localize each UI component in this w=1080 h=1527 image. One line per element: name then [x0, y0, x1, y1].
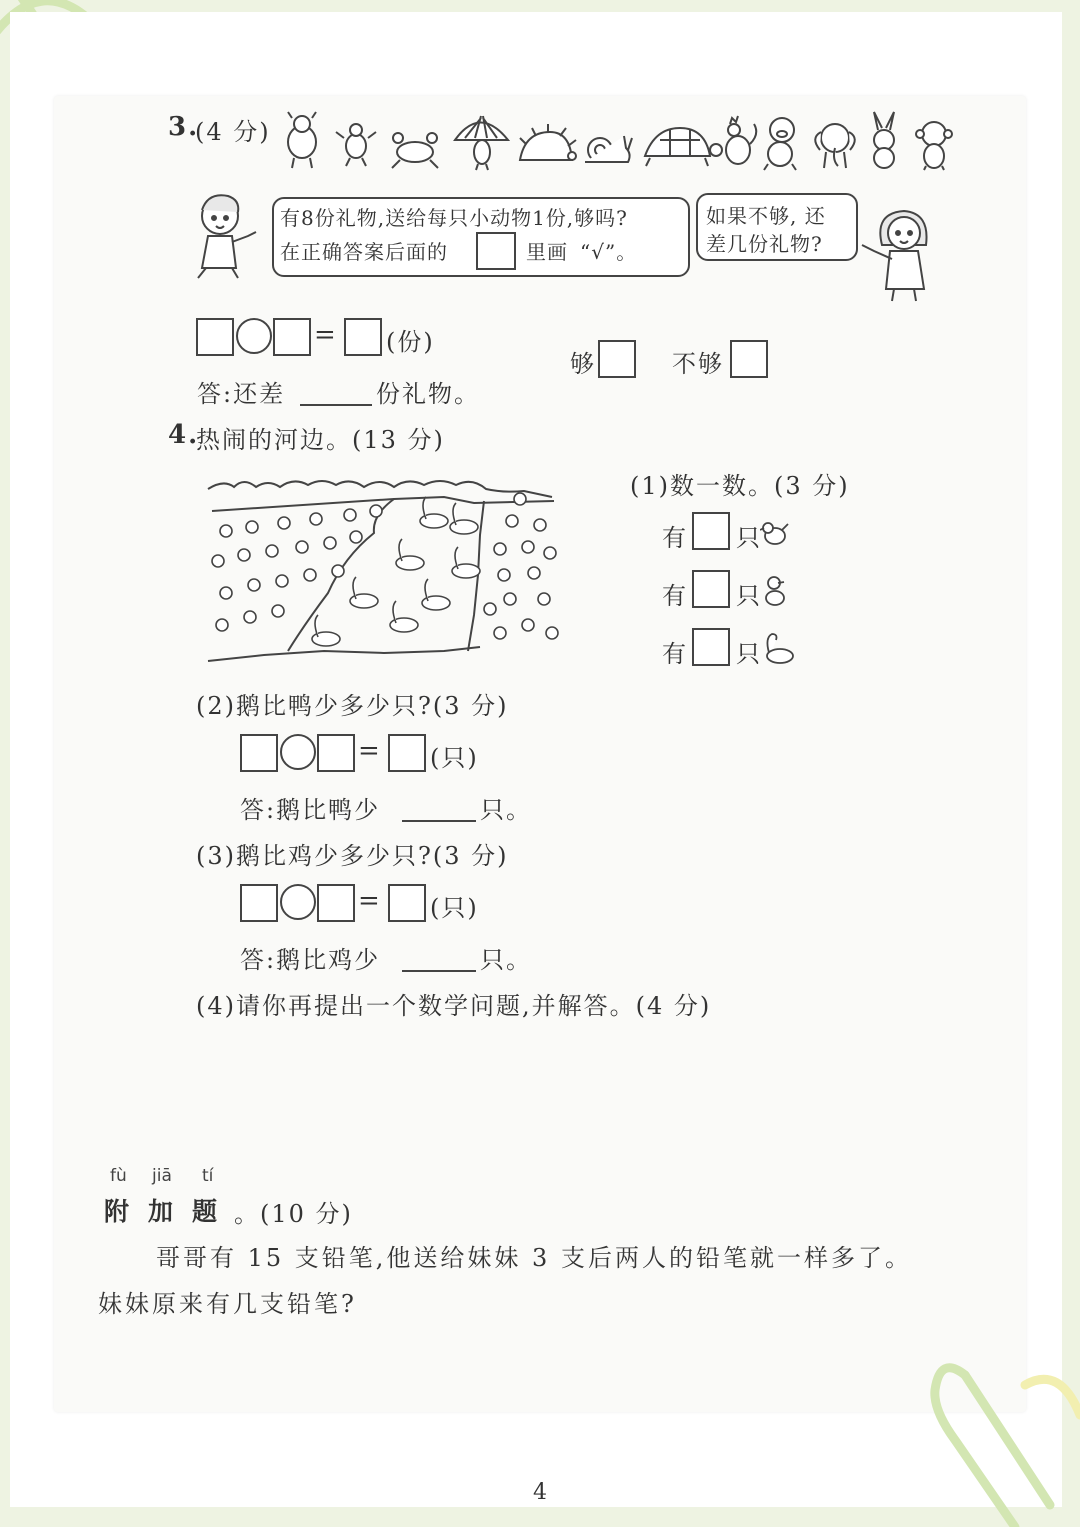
q3-not-enough-label: 不够: [672, 350, 724, 378]
q4-part3-operand1-box[interactable]: [240, 884, 278, 922]
bonus-title-char-3: 题: [192, 1197, 220, 1226]
q3-enough-label: 够: [570, 350, 596, 378]
snail-icon: [585, 136, 632, 162]
q3-equals-sign: =: [314, 320, 336, 350]
q4-part2-title: (2)鹅比鸭少多少只?(3 分): [196, 692, 509, 720]
checkmark-example-box: [476, 232, 516, 270]
q4-part2-answer-prefix: 答:鹅比鸭少: [240, 796, 381, 824]
q4-part3-answer-blank[interactable]: [402, 970, 476, 972]
q4-part2-unit: (只): [430, 744, 479, 772]
q4-part3-title: (3)鹅比鸡少多少只?(3 分): [196, 842, 509, 870]
riverside-scene-illustration: [204, 475, 564, 667]
duck-group: [212, 505, 382, 631]
q4-part2-answer-suffix: 只。: [480, 796, 532, 824]
q4-part3-result-box[interactable]: [388, 884, 426, 922]
bonus-title-char-2: 加: [148, 1197, 176, 1226]
q4-part1-row1-suffix: 只: [736, 524, 762, 552]
bonus-score: 。(10 分): [234, 1200, 353, 1228]
duck-icon: [760, 574, 790, 608]
boy-speech-line1: 有8份礼物,送给每只小动物1份,够吗?: [280, 206, 628, 230]
q4-part4-title: (4)请你再提出一个数学问题,并解答。(4 分): [196, 992, 712, 1020]
q3-enough-checkbox[interactable]: [598, 340, 636, 378]
bonus-pinyin-1: fù: [110, 1166, 127, 1186]
q3-answer-prefix: 答:还差: [197, 380, 286, 408]
monkey-icon: [916, 122, 952, 170]
q3-operand1-box[interactable]: [196, 318, 234, 356]
rabbit-icon: [874, 112, 894, 168]
q4-part2-operand1-box[interactable]: [240, 734, 278, 772]
q4-title: 热闹的河边。(13 分): [196, 426, 445, 454]
boy-illustration: [188, 190, 268, 280]
boy-speech-line2a: 在正确答案后面的: [280, 240, 448, 264]
page-number: 4: [533, 1480, 549, 1505]
q4-part3-answer-suffix: 只。: [480, 946, 532, 974]
bee-icon: [336, 124, 376, 166]
q4-part2-operand2-box[interactable]: [317, 734, 355, 772]
q3-operator-circle[interactable]: [236, 318, 272, 354]
peacock-icon: [455, 116, 508, 170]
q3-answer-blank[interactable]: [300, 404, 372, 406]
chicken-icon: [760, 518, 790, 548]
q4-part2-equals-sign: =: [358, 736, 380, 766]
bonus-pinyin-2: jiā: [152, 1166, 172, 1186]
bonus-pinyin-3: tí: [202, 1166, 214, 1186]
hedgehog-icon: [520, 124, 576, 160]
q4-part1-row2-suffix: 只: [736, 582, 762, 610]
q4-part3-operand2-box[interactable]: [317, 884, 355, 922]
turtle-icon: [645, 128, 722, 166]
girl-illustration: [858, 205, 938, 305]
q3-operand2-box[interactable]: [273, 318, 311, 356]
q4-part1-title: (1)数一数。(3 分): [630, 472, 850, 500]
chicken-group: [484, 493, 558, 639]
animal-row-illustration: [280, 110, 960, 172]
q4-part1-row3-prefix: 有: [662, 640, 688, 668]
q3-result-box[interactable]: [344, 318, 382, 356]
q3-score: (4 分): [195, 118, 271, 146]
girl-speech-line1: 如果不够, 还: [706, 204, 826, 228]
elephant-icon: [815, 124, 855, 168]
q4-part3-operator-circle[interactable]: [280, 884, 316, 920]
q3-number: 3.: [168, 112, 200, 142]
q4-part1-row1-prefix: 有: [662, 524, 688, 552]
q4-part2-answer-blank[interactable]: [402, 820, 476, 822]
girl-speech-line2: 差几份礼物?: [706, 232, 823, 256]
q4-part1-row2-answer-box[interactable]: [692, 570, 730, 608]
q4-part2-result-box[interactable]: [388, 734, 426, 772]
pig-icon: [764, 118, 796, 170]
q4-part1-row1-answer-box[interactable]: [692, 512, 730, 550]
q3-not-enough-checkbox[interactable]: [730, 340, 768, 378]
bonus-text-line2: 妹妹原来有几支铅笔?: [98, 1290, 357, 1318]
q4-part2-operator-circle[interactable]: [280, 734, 316, 770]
bonus-text-line1: 哥哥有 15 支铅笔,他送给妹妹 3 支后两人的铅笔就一样多了。: [156, 1244, 912, 1272]
q4-part1-row3-suffix: 只: [736, 640, 762, 668]
q3-answer-suffix: 份礼物。: [376, 380, 480, 408]
cow-icon: [288, 112, 316, 168]
goose-icon: [760, 630, 796, 666]
q4-part1-row2-prefix: 有: [662, 582, 688, 610]
boy-speech-line2c: “√”。: [580, 240, 638, 264]
boy-speech-line2b: 里画: [526, 240, 568, 264]
q4-number: 4.: [168, 420, 200, 450]
q4-part3-answer-prefix: 答:鹅比鸡少: [240, 946, 381, 974]
paperclip-bottom-decoration: [930, 1355, 1080, 1527]
q4-part3-unit: (只): [430, 894, 479, 922]
bonus-title-char-1: 附: [104, 1197, 132, 1226]
q4-part1-row3-answer-box[interactable]: [692, 628, 730, 666]
crab-icon: [392, 133, 438, 168]
q4-part4-answer-area[interactable]: [196, 1030, 956, 1150]
q3-unit: (份): [386, 328, 435, 356]
q4-part3-equals-sign: =: [358, 886, 380, 916]
rooster-icon: [726, 116, 756, 164]
